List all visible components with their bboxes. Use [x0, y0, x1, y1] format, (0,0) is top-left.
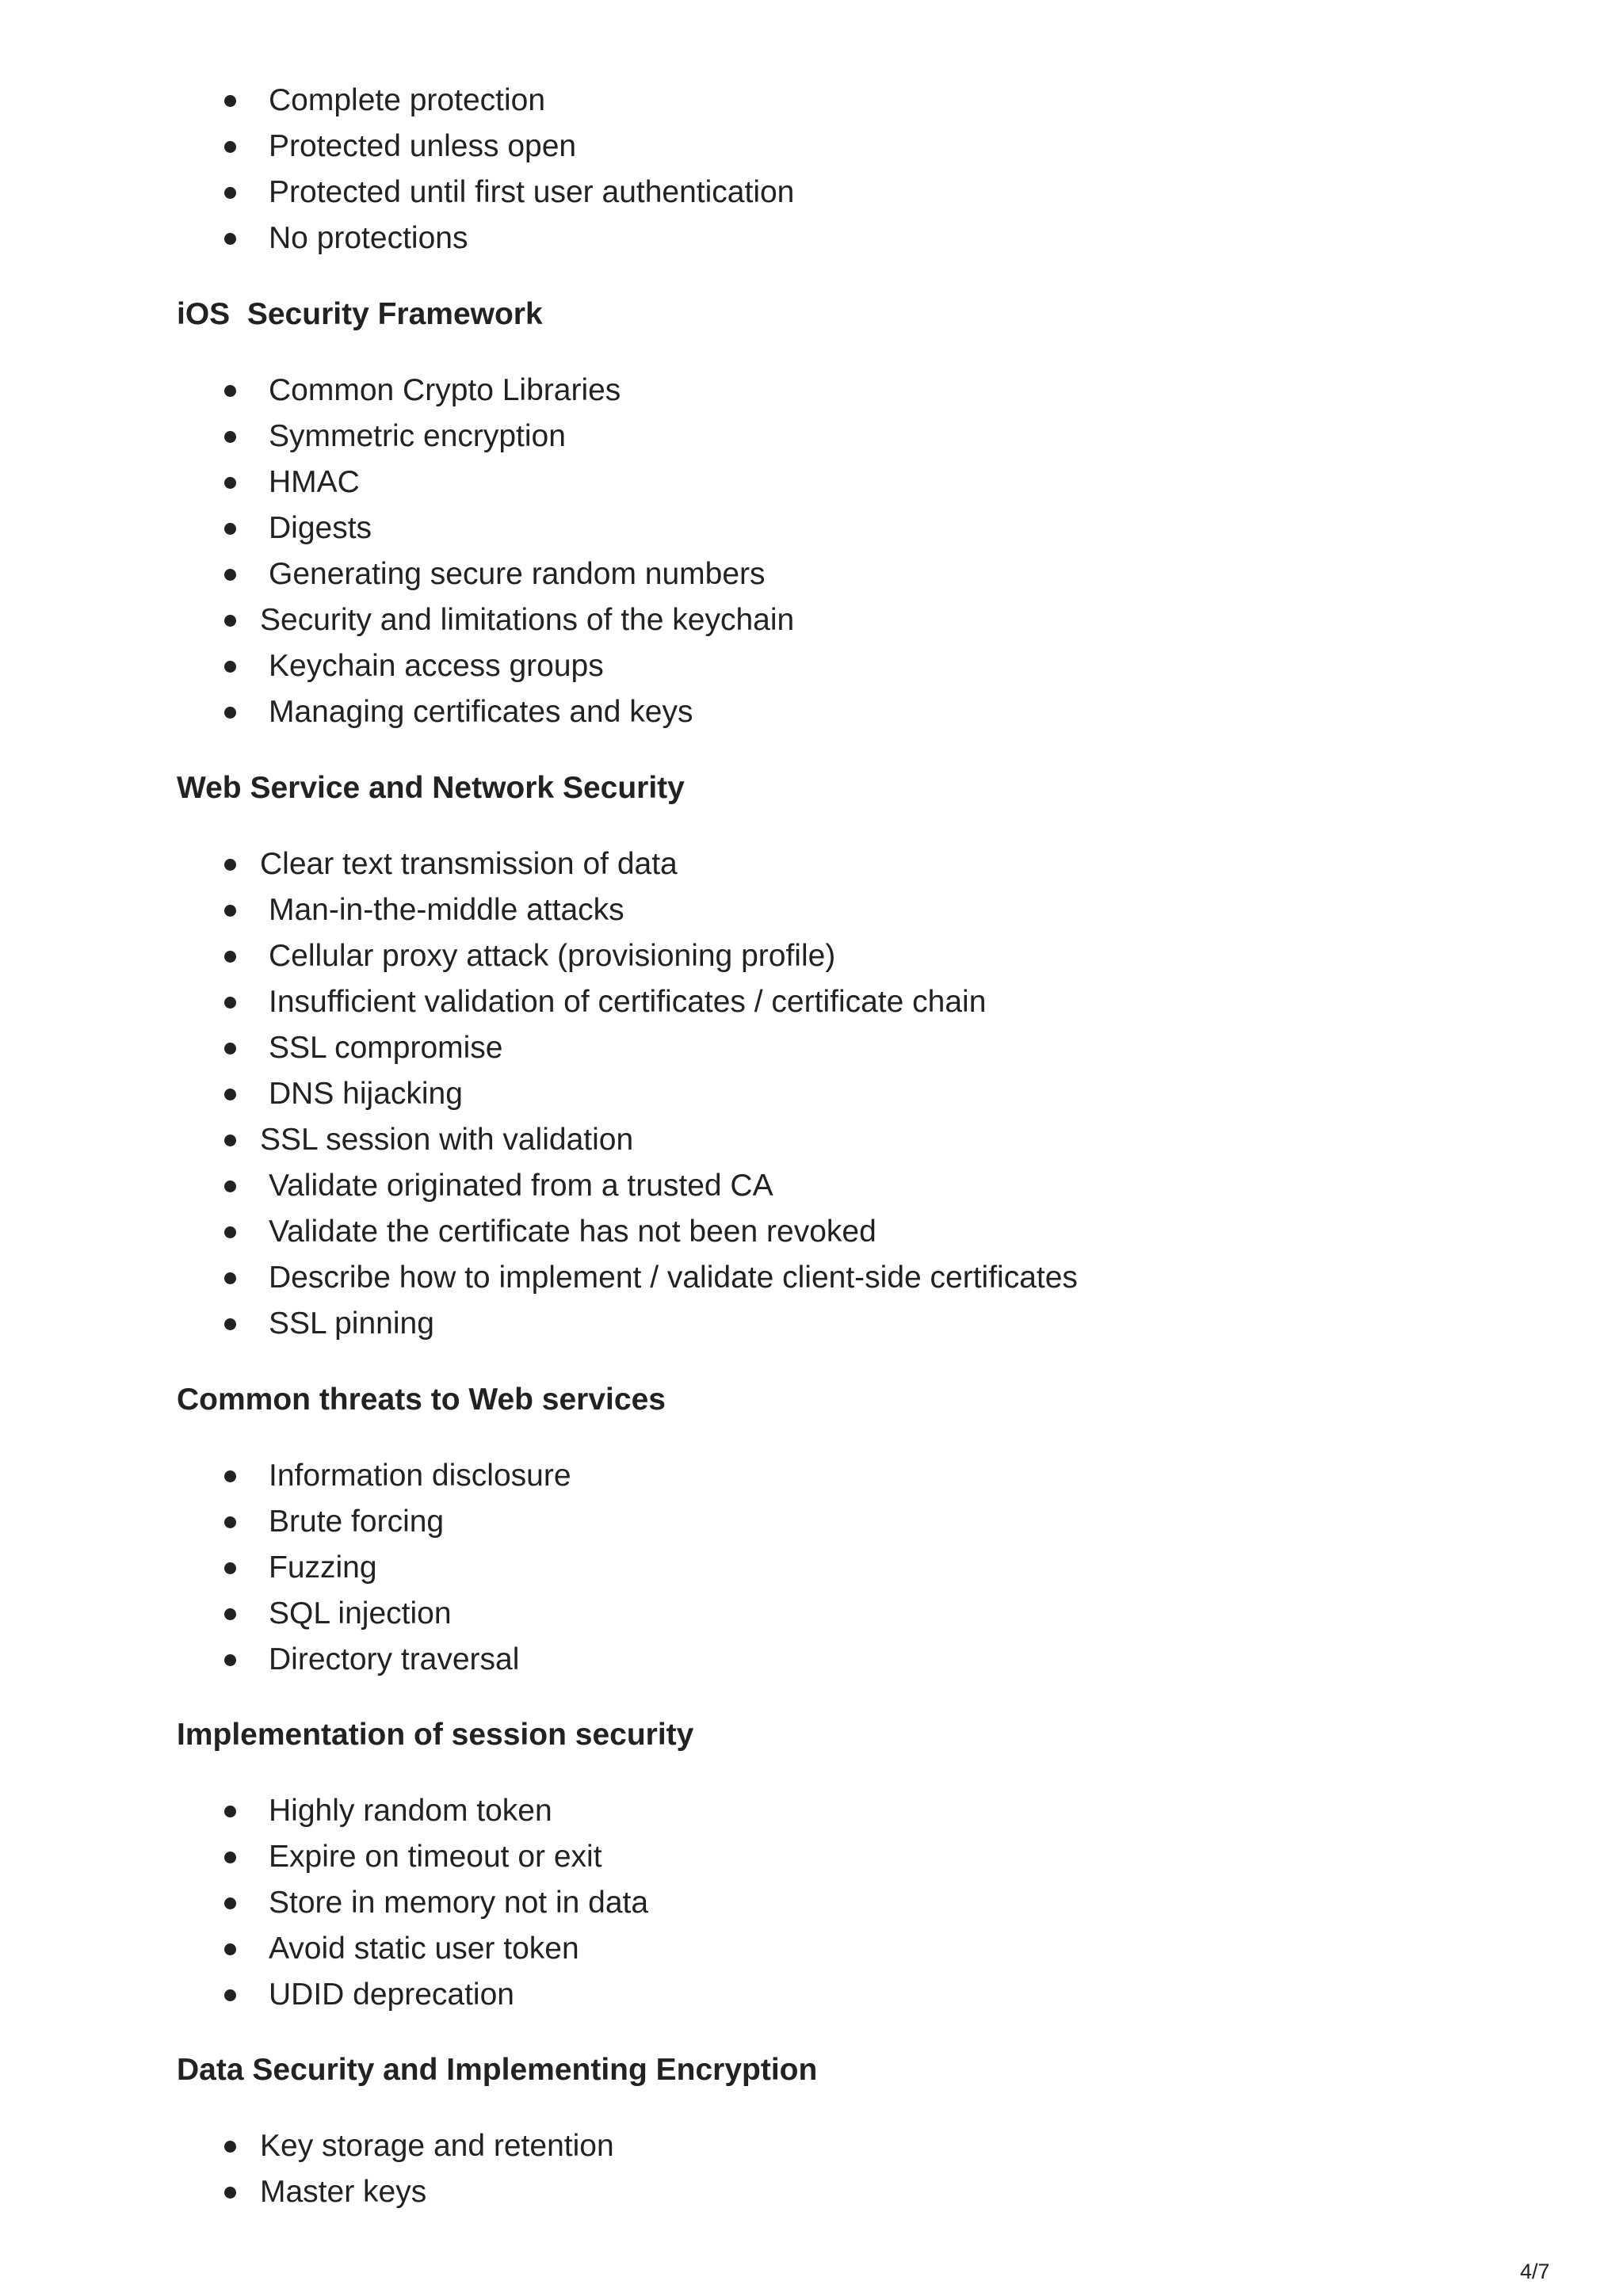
list-item-text: Describe how to implement / validate client-side certificates [269, 1261, 1078, 1295]
list-item [0, 1926, 1426, 1972]
bullet-icon [224, 1516, 236, 1528]
bullet-icon [224, 661, 236, 673]
list-item [0, 170, 1426, 215]
list-item [0, 597, 1426, 643]
list-item [0, 460, 1426, 505]
list-item-text: SQL injection [269, 1596, 452, 1630]
list-item-text: SSL session with validation [260, 1123, 634, 1157]
section-heading-data-security-encryption: Data Security and Implementing Encryption [177, 2053, 818, 2087]
bullet-icon [224, 859, 236, 871]
bullet-icon [224, 141, 236, 153]
bullet-icon [224, 1852, 236, 1863]
bullet-icon [224, 431, 236, 443]
list-item-text: Managing certificates and keys [269, 695, 693, 729]
list-item-text: Cellular proxy attack (provisioning profile) [269, 939, 836, 973]
list-item [0, 643, 1426, 689]
list-item [0, 887, 1426, 933]
section-heading-session-security: Implementation of session security [177, 1718, 694, 1752]
section-heading-ios-security-framework: iOS Security Framework [177, 297, 543, 331]
page-number: 4/7 [1520, 2260, 1550, 2283]
list-item-text: Key storage and retention [260, 2129, 614, 2163]
list-item-text: Protected until first user authentication [269, 175, 795, 209]
bullet-icon [224, 187, 236, 199]
list-item [0, 1071, 1426, 1117]
list-item [0, 2169, 1426, 2215]
bullet-icon [224, 233, 236, 245]
list-item-text: No protections [269, 221, 468, 255]
list-item [0, 1972, 1426, 2018]
bullet-icon [224, 1318, 236, 1330]
list-item [0, 1834, 1426, 1880]
bullet-icon [224, 2141, 236, 2153]
list-item-text: Directory traversal [269, 1642, 520, 1676]
bullet-icon [224, 1943, 236, 1955]
list-item-text: Information disclosure [269, 1459, 571, 1493]
list-item-text: Store in memory not in data [269, 1886, 649, 1920]
bullet-icon [224, 569, 236, 581]
bullet-icon [224, 1135, 236, 1146]
list-item [0, 1880, 1426, 1926]
bullet-icon [224, 1180, 236, 1192]
bullet-icon [224, 1989, 236, 2001]
list-item [0, 1591, 1426, 1637]
list-item-text: Common Crypto Libraries [269, 373, 621, 407]
bullet-icon [224, 1226, 236, 1238]
list-item [0, 1117, 1426, 1163]
list-item-text: Keychain access groups [269, 649, 604, 683]
list-item [0, 933, 1426, 979]
list-item-text: Complete protection [269, 83, 546, 117]
bullet-icon [224, 905, 236, 917]
bullet-icon [224, 1272, 236, 1284]
list-item [0, 979, 1426, 1025]
list-item-text: Digests [269, 511, 372, 545]
list-item-text: Validate the certificate has not been revoked [269, 1215, 876, 1249]
list-item-text: Avoid static user token [269, 1932, 579, 1966]
list-item [0, 368, 1426, 414]
bullet-icon [224, 1043, 236, 1055]
list-item-text: Validate originated from a trusted CA [269, 1169, 773, 1203]
bullet-icon [224, 1562, 236, 1574]
bullet-icon [224, 1089, 236, 1100]
list-item-text: UDID deprecation [269, 1978, 514, 2012]
list-item-text: SSL pinning [269, 1306, 434, 1341]
list-item [0, 215, 1426, 261]
bullet-icon [224, 1897, 236, 1909]
list-item-text: Expire on timeout or exit [269, 1840, 602, 1874]
list-item-text: Clear text transmission of data [260, 847, 678, 881]
bullet-icon [224, 1654, 236, 1666]
list-item [0, 689, 1426, 735]
bullet-icon [224, 1470, 236, 1482]
list-item [0, 1255, 1426, 1301]
bullet-icon [224, 477, 236, 489]
list-item [0, 1025, 1426, 1071]
list-item [0, 1163, 1426, 1209]
section-heading-common-threats: Common threats to Web services [177, 1383, 666, 1417]
list-item [0, 1788, 1426, 1834]
list-item [0, 841, 1426, 887]
bullet-icon [224, 615, 236, 627]
list-item [0, 1301, 1426, 1347]
list-item-text: Generating secure random numbers [269, 557, 766, 591]
list-item-text: Symmetric encryption [269, 419, 566, 453]
list-item-text: HMAC [269, 465, 360, 499]
list-item-text: Highly random token [269, 1794, 552, 1828]
bullet-icon [224, 523, 236, 535]
list-item [0, 505, 1426, 551]
list-item-text: Fuzzing [269, 1550, 377, 1585]
bullet-icon [224, 951, 236, 963]
bullet-icon [224, 2187, 236, 2199]
list-item [0, 78, 1426, 124]
list-item-text: Brute forcing [269, 1505, 445, 1539]
bullet-icon [224, 707, 236, 719]
list-item [0, 414, 1426, 460]
list-item-text: Protected unless open [269, 129, 577, 163]
bullet-icon [224, 1608, 236, 1620]
list-item [0, 1637, 1426, 1683]
list-item [0, 124, 1426, 170]
list-item-text: Insufficient validation of certificates / certificate chain [269, 985, 987, 1019]
list-item [0, 1209, 1426, 1255]
bullet-icon [224, 95, 236, 107]
bullet-icon [224, 1806, 236, 1817]
list-item [0, 1453, 1426, 1499]
list-item [0, 1545, 1426, 1591]
list-item-text: DNS hijacking [269, 1077, 463, 1111]
list-item-text: Security and limitations of the keychain [260, 603, 795, 637]
list-item [0, 551, 1426, 597]
section-heading-web-service-network-security: Web Service and Network Security [177, 771, 685, 805]
list-item [0, 1499, 1426, 1545]
list-item [0, 2123, 1426, 2169]
list-item-text: Master keys [260, 2175, 427, 2209]
bullet-icon [224, 997, 236, 1009]
list-item-text: Man-in-the-middle attacks [269, 893, 624, 927]
list-item-text: SSL compromise [269, 1031, 503, 1065]
bullet-icon [224, 385, 236, 397]
